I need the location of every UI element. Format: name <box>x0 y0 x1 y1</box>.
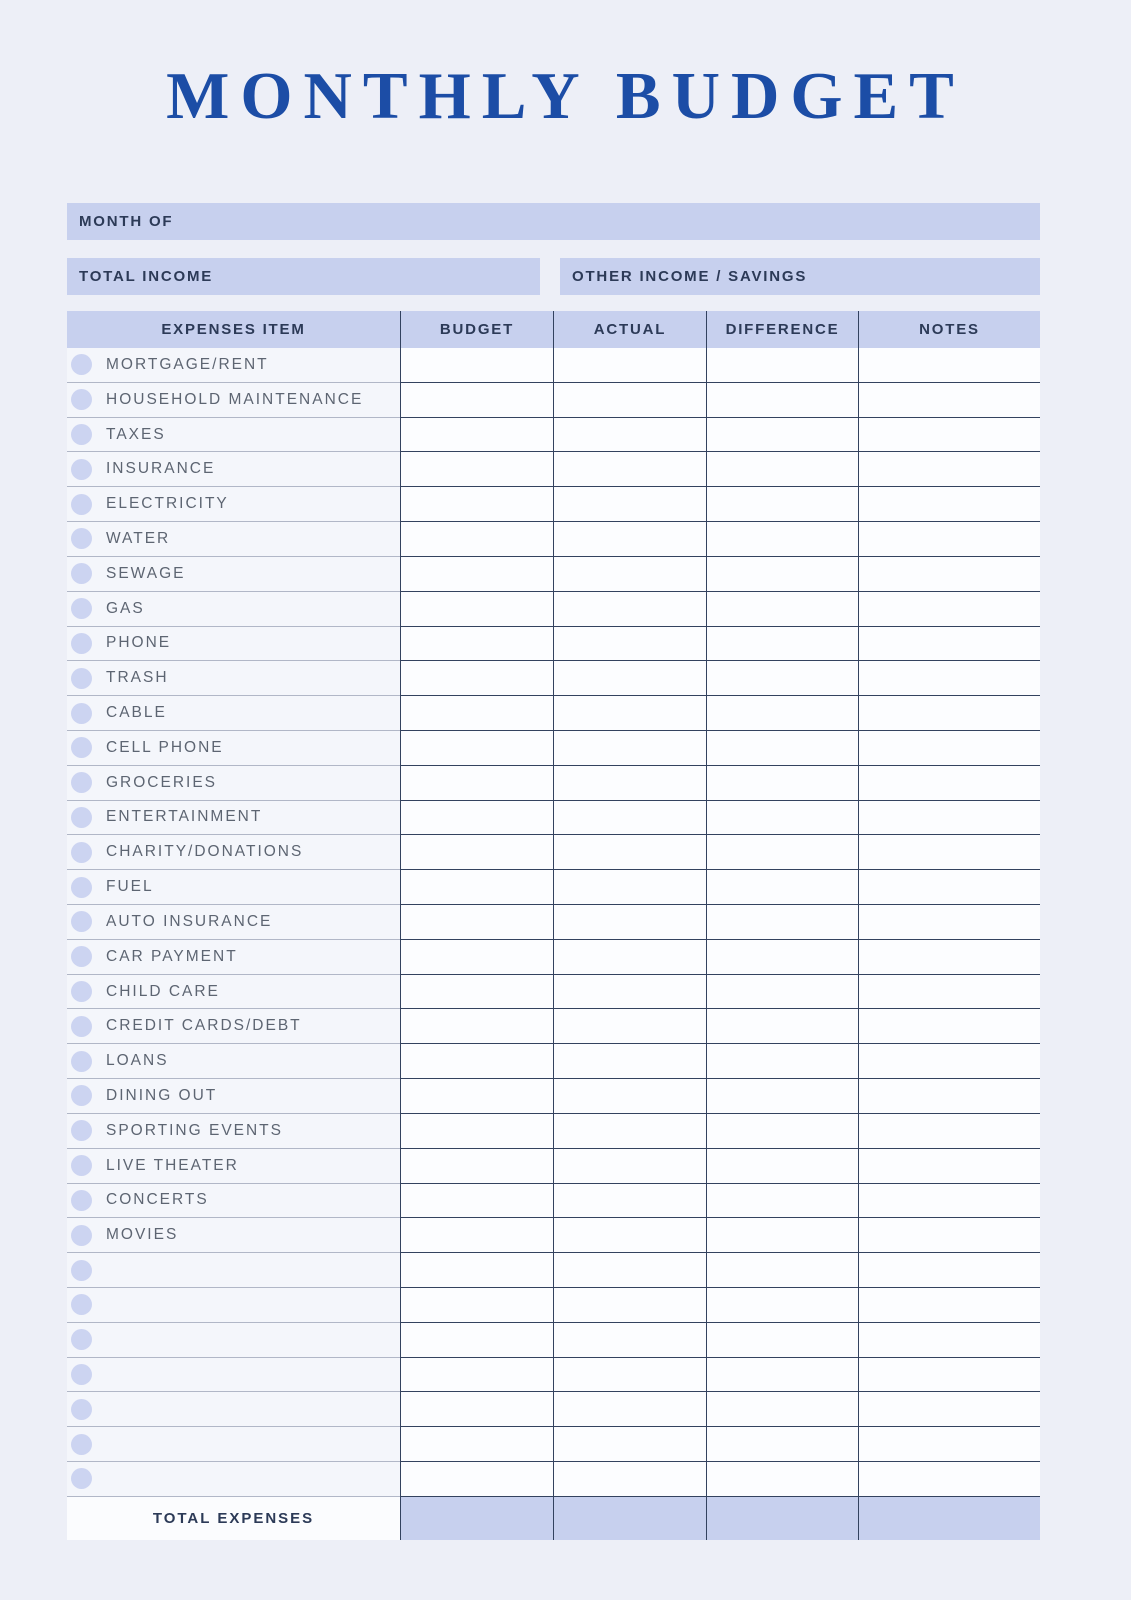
expense-row <box>67 1323 1040 1358</box>
budget-cell[interactable] <box>400 1009 553 1044</box>
expenses-table <box>67 311 1040 1540</box>
expense-item-label: SPORTING EVENTS <box>106 1121 283 1139</box>
expense-row <box>67 1149 1040 1184</box>
budget-cell[interactable] <box>400 1288 553 1323</box>
difference-cell[interactable] <box>706 418 858 453</box>
table-header-row <box>67 311 1040 348</box>
difference-cell[interactable] <box>706 1184 858 1219</box>
difference-cell[interactable] <box>706 1462 858 1497</box>
difference-cell[interactable] <box>706 1079 858 1114</box>
expense-item-label: CONCERTS <box>106 1191 209 1209</box>
difference-cell[interactable] <box>706 731 858 766</box>
expense-item-cell <box>67 522 400 557</box>
expense-item-cell <box>67 1044 400 1079</box>
difference-cell[interactable] <box>706 870 858 905</box>
expense-row <box>67 1462 1040 1497</box>
expense-item-cell <box>67 975 400 1010</box>
bullet-icon <box>71 1016 92 1037</box>
header-notes: NOTES <box>858 311 1040 348</box>
expense-row <box>67 1044 1040 1079</box>
expense-row <box>67 1184 1040 1219</box>
notes-cell[interactable] <box>858 522 1040 557</box>
difference-cell[interactable] <box>706 627 858 662</box>
notes-cell[interactable] <box>858 1149 1040 1184</box>
actual-cell[interactable] <box>553 661 706 696</box>
actual-cell[interactable] <box>553 1114 706 1149</box>
difference-cell[interactable] <box>706 1114 858 1149</box>
notes-cell[interactable] <box>858 383 1040 418</box>
expense-item-cell <box>67 1323 400 1358</box>
difference-cell[interactable] <box>706 522 858 557</box>
expense-row <box>67 627 1040 662</box>
difference-cell[interactable] <box>706 1288 858 1323</box>
bullet-icon <box>71 1329 92 1350</box>
expense-item-label: HOUSEHOLD MAINTENANCE <box>106 390 364 408</box>
difference-cell[interactable] <box>706 766 858 801</box>
actual-cell[interactable] <box>553 1462 706 1497</box>
month-of-label: MONTH OF <box>79 213 174 230</box>
notes-cell[interactable] <box>858 1114 1040 1149</box>
bullet-icon <box>71 1190 92 1211</box>
total-income-label: TOTAL INCOME <box>79 268 214 285</box>
expense-item-cell <box>67 348 400 383</box>
difference-cell[interactable] <box>706 348 858 383</box>
actual-cell[interactable] <box>553 1253 706 1288</box>
expense-item-label: DINING OUT <box>106 1086 218 1104</box>
expense-row <box>67 731 1040 766</box>
budget-cell[interactable] <box>400 1044 553 1079</box>
month-of-value[interactable] <box>173 203 1040 240</box>
budget-cell[interactable] <box>400 975 553 1010</box>
expense-item-label: CREDIT CARDS/DEBT <box>106 1017 302 1035</box>
expense-item-cell <box>67 731 400 766</box>
difference-cell[interactable] <box>706 835 858 870</box>
expense-item-cell <box>67 1288 400 1323</box>
expense-row <box>67 1079 1040 1114</box>
bullet-icon <box>71 1085 92 1106</box>
expense-item-cell <box>67 1009 400 1044</box>
expense-row <box>67 487 1040 522</box>
total-budget-cell[interactable] <box>400 1497 553 1540</box>
actual-cell[interactable] <box>553 870 706 905</box>
difference-cell[interactable] <box>706 1044 858 1079</box>
notes-cell[interactable] <box>858 801 1040 836</box>
difference-cell[interactable] <box>706 1323 858 1358</box>
actual-cell[interactable] <box>553 592 706 627</box>
total-notes-cell[interactable] <box>858 1497 1040 1540</box>
budget-cell[interactable] <box>400 835 553 870</box>
expense-item-cell <box>67 1218 400 1253</box>
bullet-icon <box>71 1364 92 1385</box>
other-income-value[interactable] <box>807 258 1040 295</box>
bullet-icon <box>71 842 92 863</box>
notes-cell[interactable] <box>858 940 1040 975</box>
budget-cell[interactable] <box>400 905 553 940</box>
expense-item-label: CABLE <box>106 704 167 722</box>
budget-cell[interactable] <box>400 1184 553 1219</box>
expense-row <box>67 661 1040 696</box>
budget-cell[interactable] <box>400 1253 553 1288</box>
expense-row <box>67 418 1040 453</box>
actual-cell[interactable] <box>553 522 706 557</box>
bullet-icon <box>71 563 92 584</box>
difference-cell[interactable] <box>706 592 858 627</box>
bullet-icon <box>71 1051 92 1072</box>
actual-cell[interactable] <box>553 1288 706 1323</box>
difference-cell[interactable] <box>706 1218 858 1253</box>
budget-cell[interactable] <box>400 487 553 522</box>
expense-row <box>67 1009 1040 1044</box>
page-title: MONTHLY BUDGET <box>166 59 965 133</box>
expense-item-label: GAS <box>106 599 145 617</box>
difference-cell[interactable] <box>706 696 858 731</box>
expense-row <box>67 522 1040 557</box>
bullet-icon <box>71 494 92 515</box>
budget-cell[interactable] <box>400 452 553 487</box>
expense-row <box>67 1288 1040 1323</box>
actual-cell[interactable] <box>553 1323 706 1358</box>
notes-cell[interactable] <box>858 592 1040 627</box>
expense-row <box>67 835 1040 870</box>
budget-cell[interactable] <box>400 940 553 975</box>
actual-cell[interactable] <box>553 383 706 418</box>
actual-cell[interactable] <box>553 1149 706 1184</box>
expense-item-cell <box>67 1253 400 1288</box>
expense-item-cell <box>67 487 400 522</box>
expense-item-cell <box>67 592 400 627</box>
header-expenses-item: EXPENSES ITEM <box>161 321 306 338</box>
difference-cell[interactable] <box>706 383 858 418</box>
difference-cell[interactable] <box>706 661 858 696</box>
budget-cell[interactable] <box>400 1392 553 1427</box>
difference-cell[interactable] <box>706 975 858 1010</box>
notes-cell[interactable] <box>858 905 1040 940</box>
expense-item-label: ELECTRICITY <box>106 495 229 513</box>
bullet-icon <box>71 1399 92 1420</box>
actual-cell[interactable] <box>553 1044 706 1079</box>
notes-cell[interactable] <box>858 1462 1040 1497</box>
bullet-icon <box>71 1120 92 1141</box>
expense-item-cell <box>67 1392 400 1427</box>
budget-cell[interactable] <box>400 1218 553 1253</box>
actual-cell[interactable] <box>553 905 706 940</box>
expense-item-cell <box>67 418 400 453</box>
budget-cell[interactable] <box>400 766 553 801</box>
notes-cell[interactable] <box>858 1253 1040 1288</box>
difference-cell[interactable] <box>706 1358 858 1393</box>
notes-cell[interactable] <box>858 1009 1040 1044</box>
bullet-icon <box>71 528 92 549</box>
expense-item-label: LOANS <box>106 1052 169 1070</box>
actual-cell[interactable] <box>553 835 706 870</box>
expense-row <box>67 1427 1040 1462</box>
notes-cell[interactable] <box>858 1184 1040 1219</box>
expense-item-label: TAXES <box>106 425 166 443</box>
difference-cell[interactable] <box>706 1392 858 1427</box>
budget-cell[interactable] <box>400 661 553 696</box>
actual-cell[interactable] <box>553 801 706 836</box>
header-budget: BUDGET <box>400 311 553 348</box>
expense-item-cell <box>67 766 400 801</box>
budget-cell[interactable] <box>400 1079 553 1114</box>
budget-cell[interactable] <box>400 383 553 418</box>
bullet-icon <box>71 459 92 480</box>
notes-cell[interactable] <box>858 1323 1040 1358</box>
notes-cell[interactable] <box>858 627 1040 662</box>
expense-row <box>67 766 1040 801</box>
notes-cell[interactable] <box>858 766 1040 801</box>
budget-cell[interactable] <box>400 348 553 383</box>
expense-item-label: TRASH <box>106 669 169 687</box>
expense-item-cell <box>67 452 400 487</box>
bullet-icon <box>71 389 92 410</box>
actual-cell[interactable] <box>553 418 706 453</box>
total-expenses-label: TOTAL EXPENSES <box>67 1497 400 1540</box>
budget-cell[interactable] <box>400 627 553 662</box>
notes-cell[interactable] <box>858 487 1040 522</box>
bullet-icon <box>71 1155 92 1176</box>
expense-item-label: GROCERIES <box>106 773 218 791</box>
budget-cell[interactable] <box>400 592 553 627</box>
budget-cell[interactable] <box>400 870 553 905</box>
notes-cell[interactable] <box>858 661 1040 696</box>
notes-cell[interactable] <box>858 452 1040 487</box>
difference-cell[interactable] <box>706 557 858 592</box>
bullet-icon <box>71 772 92 793</box>
budget-cell[interactable] <box>400 557 553 592</box>
expense-item-label: LIVE THEATER <box>106 1156 239 1174</box>
difference-cell[interactable] <box>706 1009 858 1044</box>
expense-row <box>67 1358 1040 1393</box>
total-difference-cell[interactable] <box>706 1497 858 1540</box>
expense-item-cell <box>67 661 400 696</box>
expense-row <box>67 452 1040 487</box>
expense-row <box>67 905 1040 940</box>
expense-item-cell <box>67 835 400 870</box>
expense-item-label: CHARITY/DONATIONS <box>106 843 304 861</box>
actual-cell[interactable] <box>553 1009 706 1044</box>
expense-item-cell <box>67 1358 400 1393</box>
notes-cell[interactable] <box>858 1288 1040 1323</box>
expense-item-cell <box>67 801 400 836</box>
bullet-icon <box>71 633 92 654</box>
expense-item-cell <box>67 940 400 975</box>
budget-cell[interactable] <box>400 1114 553 1149</box>
bullet-icon <box>71 1225 92 1246</box>
bullet-icon <box>71 946 92 967</box>
budget-cell[interactable] <box>400 522 553 557</box>
bullet-icon <box>71 737 92 758</box>
actual-cell[interactable] <box>553 1427 706 1462</box>
table-body <box>67 348 1040 1497</box>
budget-cell[interactable] <box>400 1149 553 1184</box>
expense-item-label: WATER <box>106 529 171 547</box>
expense-item-label: INSURANCE <box>106 460 216 478</box>
notes-cell[interactable] <box>858 1044 1040 1079</box>
expense-item-cell <box>67 1149 400 1184</box>
bullet-icon <box>71 703 92 724</box>
actual-cell[interactable] <box>553 1218 706 1253</box>
notes-cell[interactable] <box>858 975 1040 1010</box>
expense-row <box>67 1114 1040 1149</box>
expense-item-label: PHONE <box>106 634 172 652</box>
bullet-icon <box>71 807 92 828</box>
other-income-label: OTHER INCOME / SAVINGS <box>572 268 808 285</box>
total-income-value[interactable] <box>213 258 540 295</box>
expense-row <box>67 801 1040 836</box>
difference-cell[interactable] <box>706 1149 858 1184</box>
difference-cell[interactable] <box>706 487 858 522</box>
expense-row <box>67 870 1040 905</box>
bullet-icon <box>71 598 92 619</box>
bullet-icon <box>71 1260 92 1281</box>
expense-item-cell <box>67 627 400 662</box>
header-difference: DIFFERENCE <box>706 311 858 348</box>
total-expenses-row <box>67 1497 1040 1540</box>
actual-cell[interactable] <box>553 696 706 731</box>
notes-cell[interactable] <box>858 1427 1040 1462</box>
expense-row <box>67 383 1040 418</box>
expense-row <box>67 1218 1040 1253</box>
expense-item-label: CAR PAYMENT <box>106 947 238 965</box>
expense-row <box>67 592 1040 627</box>
budget-cell[interactable] <box>400 1462 553 1497</box>
budget-cell[interactable] <box>400 1427 553 1462</box>
actual-cell[interactable] <box>553 1392 706 1427</box>
expense-item-cell <box>67 1079 400 1114</box>
expense-row <box>67 557 1040 592</box>
bullet-icon <box>71 877 92 898</box>
expense-item-label: ENTERTAINMENT <box>106 808 263 826</box>
difference-cell[interactable] <box>706 801 858 836</box>
expense-item-label: CHILD CARE <box>106 982 220 1000</box>
notes-cell[interactable] <box>858 1218 1040 1253</box>
notes-cell[interactable] <box>858 418 1040 453</box>
actual-cell[interactable] <box>553 627 706 662</box>
expense-item-cell <box>67 557 400 592</box>
bullet-icon <box>71 981 92 1002</box>
actual-cell[interactable] <box>553 348 706 383</box>
month-of-bar <box>67 203 1040 240</box>
bullet-icon <box>71 1434 92 1455</box>
expense-item-label: CELL PHONE <box>106 738 224 756</box>
total-income-bar <box>67 258 540 295</box>
actual-cell[interactable] <box>553 487 706 522</box>
notes-cell[interactable] <box>858 835 1040 870</box>
expense-row <box>67 975 1040 1010</box>
budget-cell[interactable] <box>400 696 553 731</box>
bullet-icon <box>71 911 92 932</box>
actual-cell[interactable] <box>553 1358 706 1393</box>
actual-cell[interactable] <box>553 766 706 801</box>
budget-cell[interactable] <box>400 801 553 836</box>
actual-cell[interactable] <box>553 940 706 975</box>
notes-cell[interactable] <box>858 1079 1040 1114</box>
actual-cell[interactable] <box>553 975 706 1010</box>
difference-cell[interactable] <box>706 1253 858 1288</box>
expense-item-cell <box>67 1184 400 1219</box>
notes-cell[interactable] <box>858 696 1040 731</box>
expense-row <box>67 1253 1040 1288</box>
expense-item-label: AUTO INSURANCE <box>106 912 273 930</box>
expense-item-cell <box>67 1462 400 1497</box>
expense-item-cell <box>67 870 400 905</box>
expense-item-cell <box>67 383 400 418</box>
total-actual-cell[interactable] <box>553 1497 706 1540</box>
notes-cell[interactable] <box>858 1358 1040 1393</box>
difference-cell[interactable] <box>706 905 858 940</box>
actual-cell[interactable] <box>553 1184 706 1219</box>
actual-cell[interactable] <box>553 557 706 592</box>
notes-cell[interactable] <box>858 731 1040 766</box>
bullet-icon <box>71 668 92 689</box>
difference-cell[interactable] <box>706 452 858 487</box>
actual-cell[interactable] <box>553 731 706 766</box>
notes-cell[interactable] <box>858 870 1040 905</box>
expense-item-cell <box>67 1114 400 1149</box>
expense-item-cell <box>67 1427 400 1462</box>
actual-cell[interactable] <box>553 1079 706 1114</box>
budget-cell[interactable] <box>400 418 553 453</box>
expense-item-cell <box>67 696 400 731</box>
expense-item-label: MORTGAGE/RENT <box>106 355 269 373</box>
expense-item-label: SEWAGE <box>106 564 186 582</box>
bullet-icon <box>71 424 92 445</box>
expense-row <box>67 1392 1040 1427</box>
expense-item-cell <box>67 905 400 940</box>
difference-cell[interactable] <box>706 1427 858 1462</box>
expense-row <box>67 348 1040 383</box>
budget-cell[interactable] <box>400 731 553 766</box>
header-actual: ACTUAL <box>553 311 706 348</box>
other-income-bar <box>560 258 1040 295</box>
bullet-icon <box>71 1468 92 1489</box>
bullet-icon <box>71 354 92 375</box>
notes-cell[interactable] <box>858 557 1040 592</box>
actual-cell[interactable] <box>553 452 706 487</box>
expense-row <box>67 940 1040 975</box>
budget-cell[interactable] <box>400 1358 553 1393</box>
expense-item-label: MOVIES <box>106 1226 179 1244</box>
notes-cell[interactable] <box>858 1392 1040 1427</box>
budget-cell[interactable] <box>400 1323 553 1358</box>
bullet-icon <box>71 1294 92 1315</box>
difference-cell[interactable] <box>706 940 858 975</box>
expense-row <box>67 696 1040 731</box>
notes-cell[interactable] <box>858 348 1040 383</box>
expense-item-label: FUEL <box>106 878 154 896</box>
